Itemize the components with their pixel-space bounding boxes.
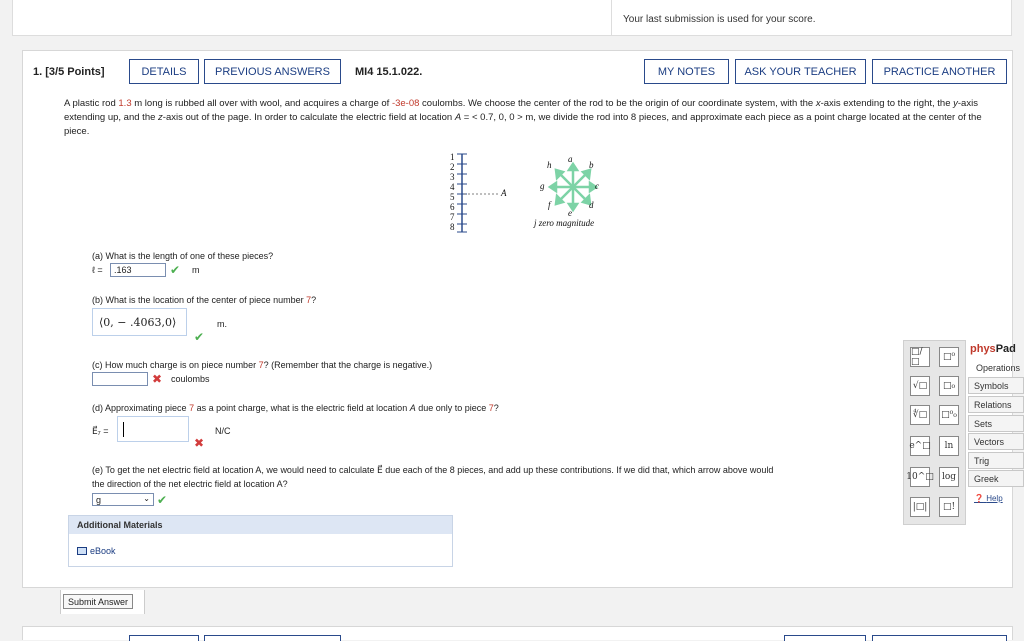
physpad-title-red: phys bbox=[970, 343, 996, 355]
book-icon bbox=[77, 547, 87, 555]
part-b-unit: m. bbox=[217, 319, 227, 329]
piece-number: 7 bbox=[488, 403, 494, 413]
physpad-menu-trig[interactable]: Trig bbox=[968, 452, 1024, 469]
prompt-seg: (c) How much charge is on piece number bbox=[92, 360, 259, 370]
rod-length-value: 1.3 bbox=[118, 98, 132, 109]
ebook-label: eBook bbox=[90, 546, 116, 556]
physpad-title-black: Pad bbox=[995, 343, 1016, 355]
text-seg: -axis out of the page. In order to calculate the electric field at location bbox=[162, 112, 455, 123]
arrow-label-g: g bbox=[540, 181, 545, 191]
part-a-prompt: (a) What is the length of one of these pieces? bbox=[92, 251, 274, 261]
ln-key[interactable]: ln bbox=[939, 436, 959, 456]
details-button[interactable]: DETAILS bbox=[129, 59, 199, 84]
help-icon: ❓ bbox=[974, 494, 984, 503]
exp-key[interactable]: e^□ bbox=[910, 436, 930, 456]
physpad-title bbox=[970, 343, 1016, 355]
sub-superscript-key[interactable]: □⁰₀ bbox=[939, 405, 959, 425]
prompt-seg: ? (Remember that the charge is negative.) bbox=[263, 360, 433, 370]
problem-figure bbox=[440, 148, 620, 238]
arrow-label-d: d bbox=[589, 200, 594, 210]
part-d-var: E⃗₇ = bbox=[92, 426, 109, 436]
previous-answers-button[interactable]: PREVIOUS ANSWERS bbox=[204, 59, 341, 84]
additional-materials bbox=[68, 515, 453, 567]
part-b-prompt bbox=[92, 295, 316, 305]
fraction-key[interactable]: □/□ bbox=[910, 347, 930, 367]
physpad-operations[interactable]: Operations bbox=[976, 363, 1021, 373]
text-seg: = < 0.7, 0, 0 > m, we divide the rod into 8 pieces, and approximate each piece as a point charge located at the center of the piece. bbox=[64, 112, 982, 137]
prompt-seg: due only to piece bbox=[415, 403, 489, 413]
submit-answer-button[interactable]: Submit Answer bbox=[63, 594, 133, 609]
prompt-seg: ? bbox=[311, 295, 317, 305]
piece-number: 7 bbox=[189, 403, 195, 413]
next-previous-answers-button[interactable] bbox=[204, 635, 341, 641]
physpad-panel bbox=[903, 340, 1024, 525]
abs-key[interactable]: |□| bbox=[910, 497, 930, 517]
physpad-menu-vectors[interactable]: Vectors bbox=[968, 433, 1024, 450]
part-c-unit: coulombs bbox=[171, 374, 210, 384]
physpad-menu-symbols[interactable]: Symbols bbox=[968, 377, 1024, 394]
chevron-down-icon: ⌄ bbox=[143, 494, 150, 503]
strip-divider bbox=[611, 0, 612, 35]
text-caret bbox=[123, 422, 124, 437]
part-d-unit: N/C bbox=[215, 426, 231, 436]
rod-charge-value: -3e-08 bbox=[391, 98, 420, 109]
part-e-selected-value: g bbox=[96, 494, 102, 505]
physpad-menu-sets[interactable]: Sets bbox=[968, 415, 1024, 432]
arrow-label-c: c bbox=[595, 181, 599, 191]
text-seg: z bbox=[158, 112, 163, 123]
location-label: A bbox=[409, 403, 416, 413]
problem-statement bbox=[64, 97, 1004, 139]
next-practice-button[interactable] bbox=[872, 635, 1007, 641]
physpad-keys bbox=[903, 340, 966, 525]
part-e-select[interactable] bbox=[92, 493, 154, 506]
score-note: Your last submission is used for your score. bbox=[623, 14, 816, 25]
part-e-prompt-2: the direction of the net electric field at location A? bbox=[92, 479, 288, 489]
text-seg: m long is rubbed all over with wool, and acquires a charge of bbox=[131, 98, 392, 109]
text-seg: -axis extending up, and the bbox=[64, 98, 978, 123]
factorial-key[interactable]: □! bbox=[939, 497, 959, 517]
ask-teacher-button[interactable]: ASK YOUR TEACHER bbox=[735, 59, 866, 84]
next-my-notes-button[interactable] bbox=[784, 635, 866, 641]
physpad-menu-relations[interactable]: Relations bbox=[968, 396, 1024, 413]
arrow-label-b: b bbox=[589, 160, 594, 170]
arrow-label-a: a bbox=[568, 154, 573, 164]
text-seg: -axis extending to the right, the bbox=[820, 98, 954, 109]
next-question-strip bbox=[22, 626, 1013, 640]
part-d-answer-field[interactable] bbox=[117, 416, 189, 442]
part-a-var: ℓ = bbox=[92, 265, 103, 275]
subscript-key[interactable]: □₀ bbox=[939, 376, 959, 396]
previous-question-strip bbox=[12, 0, 1012, 36]
piece-number: 7 bbox=[258, 360, 264, 370]
arrow-label-f: f bbox=[548, 200, 551, 210]
rod-label-2: 2 bbox=[450, 162, 455, 172]
question-code: MI4 15.1.022. bbox=[355, 66, 423, 78]
physpad-menu-greek[interactable]: Greek bbox=[968, 470, 1024, 487]
prompt-seg: as a point charge, what is the electric field at location bbox=[194, 403, 410, 413]
part-b-answer-field[interactable]: ⟨0, − .4063,0⟩ bbox=[92, 308, 187, 336]
part-d-prompt bbox=[92, 403, 499, 413]
physpad-help-label: Help bbox=[986, 494, 1003, 503]
question-header bbox=[23, 51, 1012, 93]
text-seg: A bbox=[454, 112, 462, 123]
rod-label-5: 5 bbox=[450, 192, 455, 202]
my-notes-button[interactable]: MY NOTES bbox=[644, 59, 729, 84]
text-seg: x bbox=[815, 98, 821, 109]
question-number: 1. [3/5 Points] bbox=[33, 66, 105, 78]
part-d-incorrect-icon: ✖ bbox=[194, 436, 205, 450]
part-e-correct-icon: ✔ bbox=[157, 493, 168, 507]
nth-root-key[interactable]: ∜□ bbox=[910, 405, 930, 425]
part-e-prompt: (e) To get the net electric field at location A, we would need to calculate E⃗ due each of the 8 pieces, and add up these contributions. If we did that, which arrow above would bbox=[92, 465, 774, 475]
rod-label-1: 1 bbox=[450, 152, 455, 162]
part-c-answer-field[interactable] bbox=[92, 372, 148, 386]
part-a-correct-icon: ✔ bbox=[170, 263, 181, 277]
additional-materials-heading: Additional Materials bbox=[69, 516, 452, 534]
piece-number: 7 bbox=[306, 295, 312, 305]
practice-another-button[interactable]: PRACTICE ANOTHER bbox=[872, 59, 1007, 84]
rod-label-3: 3 bbox=[450, 172, 455, 182]
rod-label-8: 8 bbox=[450, 222, 455, 232]
physpad-help-link[interactable] bbox=[974, 494, 1003, 503]
prompt-seg: (d) Approximating piece bbox=[92, 403, 190, 413]
rod-label-4: 4 bbox=[450, 182, 455, 192]
log-key[interactable]: log bbox=[939, 467, 959, 487]
sqrt-key[interactable]: √□ bbox=[910, 376, 930, 396]
part-a-unit: m bbox=[192, 265, 200, 275]
superscript-key[interactable]: □⁰ bbox=[939, 347, 959, 367]
part-a-answer-field[interactable]: .163 bbox=[110, 263, 166, 277]
part-b-correct-icon: ✔ bbox=[194, 330, 205, 344]
zero-magnitude-label: j zero magnitude bbox=[534, 218, 595, 228]
pow10-key[interactable]: 10^□ bbox=[910, 467, 930, 487]
part-c-incorrect-icon: ✖ bbox=[152, 372, 163, 386]
ebook-link[interactable] bbox=[77, 546, 116, 556]
prompt-seg: (b) What is the location of the center of piece number bbox=[92, 295, 307, 305]
prompt-seg: ? bbox=[493, 403, 499, 413]
part-c-prompt bbox=[92, 360, 432, 370]
arrow-label-e: e bbox=[568, 208, 572, 218]
rod-label-6: 6 bbox=[450, 202, 455, 212]
text-seg: A plastic rod bbox=[64, 98, 119, 109]
arrow-label-h: h bbox=[547, 160, 552, 170]
physpad-menu bbox=[968, 340, 1024, 525]
text-seg: coulombs. We choose the center of the rod to be the origin of our coordinate system, with the bbox=[419, 98, 816, 109]
rod-label-7: 7 bbox=[450, 212, 455, 222]
text-seg: y bbox=[953, 98, 958, 109]
location-a-label: A bbox=[501, 188, 507, 198]
next-details-button[interactable] bbox=[129, 635, 199, 641]
